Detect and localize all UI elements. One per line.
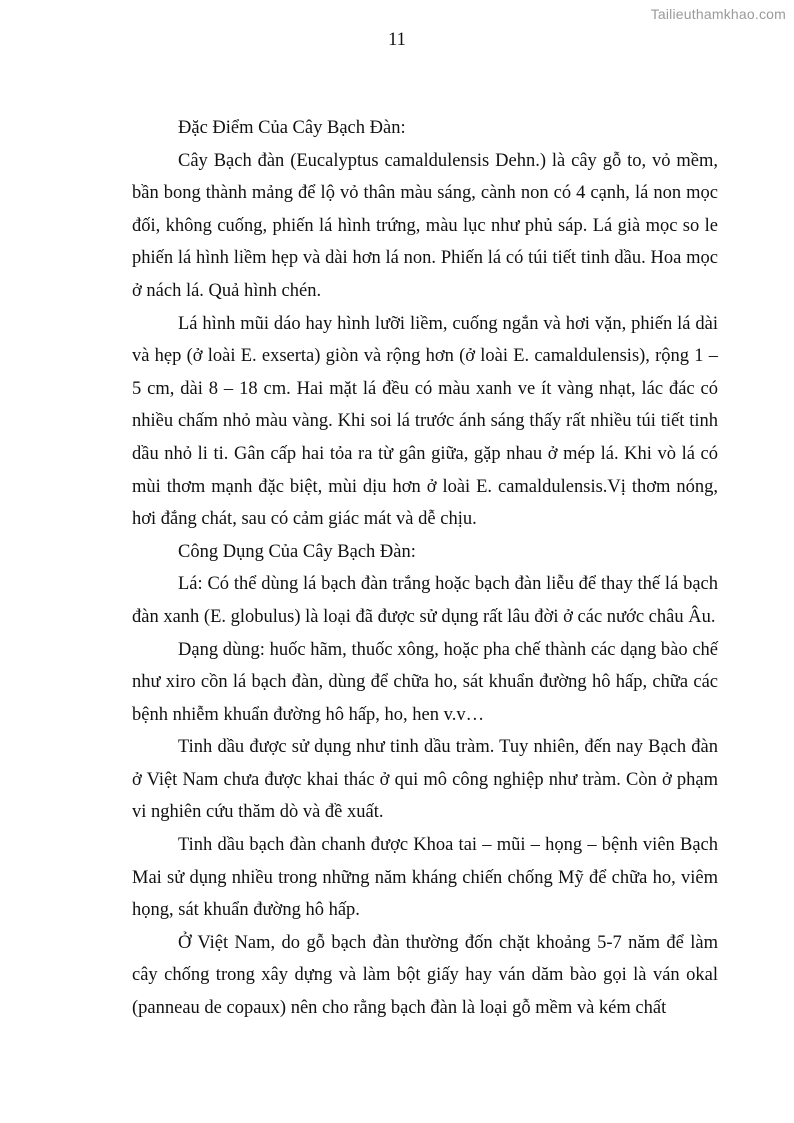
document-body (132, 112, 718, 1025)
paragraph-lemon-oil: Tinh dầu bạch đàn chanh được Khoa tai – mũi – họng – bệnh viên Bạch Mai sử dụng nhiều trong những năm kháng chiến chống Mỹ để chữa ho, viêm họng, sát khuẩn đường hô hấp. (132, 835, 718, 921)
paragraph-dosage-forms: Dạng dùng: huốc hãm, thuốc xông, hoặc pha chế thành các dạng bào chế như xiro cồn lá bạch đàn, dùng để chữa ho, sát khuẩn đường hô hấp, chữa các bệnh nhiễm khuẩn đường hô hấp, ho, hen v.v… (132, 639, 718, 725)
paragraph-leaf-description: Lá hình mũi dáo hay hình lưỡi liềm, cuống ngắn và hơi vặn, phiến lá dài và hẹp (ở loài E. exserta) giòn và rộng hơn (ở loài E. camaldulensis), rộng 1 – 5 cm, dài 8 – 18 cm. Hai mặt lá đều có màu xanh ve ít vàng nhạt, lác đác có nhiều chấm nhỏ màu vàng. Khi soi lá trước ánh sáng thấy rất nhiều túi tiết tinh dầu nhỏ li ti. Gân cấp hai tỏa ra từ gân giữa, gặp nhau ở mép lá. Khi vò lá có mùi thơm mạnh đặc biệt, mùi dịu hơn ở loài E. camaldulensis.Vị thơm nóng, hơi đắng chát, sau có cảm giác mát và dễ chịu. (132, 313, 718, 530)
watermark-text: Tailieuthamkhao.com (650, 6, 786, 22)
page-number: 11 (388, 30, 406, 50)
paragraph-leaf-use: Lá: Có thể dùng lá bạch đàn trắng hoặc bạch đàn liễu để thay thế lá bạch đàn xanh (E. globulus) là loại đã được sử dụng rất lâu đời ở các nước châu Âu. (132, 574, 718, 627)
paragraph-essential-oil: Tinh dầu được sử dụng như tinh dầu tràm. Tuy nhiên, đến nay Bạch đàn ở Việt Nam chưa được khai thác ở qui mô công nghiệp như tràm. Còn ở phạm vi nghiên cứu thăm dò và đề xuất. (132, 737, 718, 823)
paragraph-plant-description: Cây Bạch đàn (Eucalyptus camaldulensis Dehn.) là cây gỗ to, vỏ mềm, bần bong thành mảng để lộ vỏ thân màu sáng, cành non có 4 cạnh, lá non mọc đối, không cuống, phiến lá hình trứng, màu lục như phủ sáp. Lá già mọc so le phiến lá hình liềm hẹp và dài hơn lá non. Phiến lá có túi tiết tinh dầu. Hoa mọc ở nách lá. Quả hình chén. (132, 150, 718, 301)
heading-uses: Công Dụng Của Cây Bạch Đàn: (178, 541, 416, 562)
paragraph-wood-use: Ở Việt Nam, do gỗ bạch đàn thường đốn chặt khoảng 5-7 năm để làm cây chống trong xây dựng và làm bột giấy hay ván dăm bào gọi là ván okal (panneau de copaux) nên cho rằng bạch đàn là loại gỗ mềm và kém chất (132, 932, 718, 1019)
heading-characteristics: Đặc Điểm Của Cây Bạch Đàn: (178, 118, 406, 138)
